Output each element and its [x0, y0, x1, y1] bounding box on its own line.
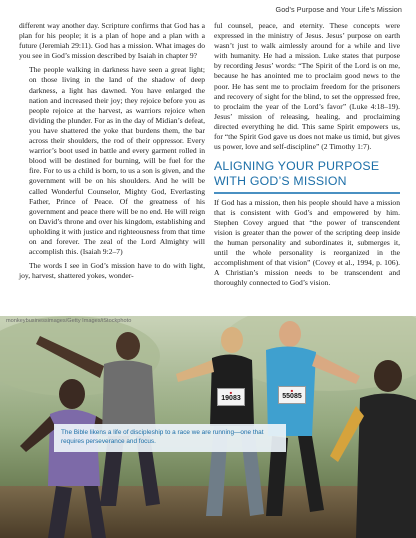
left-column [19, 21, 205, 281]
race-bib-second: ■ 55085 [278, 386, 306, 404]
right-intro-paragraph: ful counsel, peace, and eternity. These concepts were expressed in the ministry of Jesus. Jesus’ purpose on earth wasn’t just to walk aimlessly around for a while and live with humanity. He had a mission. Luke states that purpose by recording Jesus’ words: “The Spirit of the Lord is on me, because he has anointed me to proclaim good news to the poor. He has sent me to proclaim freedom for the prisoners and recovery of sight for the blind, to set the oppressed free, to proclaim the year of the Lord’s favor” (Luke 4:18–19). Jesus’ mission of releasing, healing, and proclaiming directed everything he did. This same Spirit empowers us, for “the Spirit God gave us does not make us timid, but gives us power, love and self-discipline” (2 Timothy 1:7). [214, 21, 400, 152]
right-body-paragraph: If God has a mission, then his people should have a mission that is consistent with God’s and empowered by him. Stephen Covey argued that “the power of transcendent vision is greater than the power of the scripting deep inside the human personality and subordinates it, submerges it, until the whole personality is reorganized in the accomplishment of that vision” (Covey et al., 1994, p. 106). A Christian’s mission needs to be transcendent and thoroughly connected to God’s vision. [214, 197, 400, 288]
section-heading [214, 159, 400, 189]
photo-credit: monkeybusinessimages/Getty Images/iStockphoto [6, 318, 132, 324]
running-title: God’s Purpose and Your Life’s Mission [275, 5, 402, 14]
left-intro-paragraph: different way another day. Scripture confirms that God has a plan for his people; it is a plan of hope and a plan with a future (Jeremiah 29:11). God has a mission. What images do you see in God’s mission described by Isaiah in chapter 9? [19, 21, 205, 61]
left-closing-paragraph: The words I see in God’s mission have to do with light, joy, harvest, shattered yokes, wonder- [19, 261, 205, 281]
section-heading-line-2: WITH GOD’S MISSION [214, 174, 347, 189]
isaiah-quote: The people walking in darkness have seen a great light; on those living in the land of the shadow of deep darkness, a light has dawned. You have enlarged the nation and increased their joy; they rejoice before you as people rejoice at the harvest, as warriors rejoice when dividing the plunder. For as in the day of Midian’s defeat, you have shattered the yoke that burdens them, the bar across their shoulders, the rod of their oppressor. Every warrior’s boot used in battle and every garment rolled in blood will be destined for burning, will be fuel for the fire. For to us a child is born, to us a son is given, and the government will be on his shoulders. And he will be called Wonderful Counselor, Mighty God, Everlasting Father, Prince of Peace. Of the greatness of his government and peace there will be no end. He will reign on David’s throne and over his kingdom, establishing and upholding it with justice and righteousness from that time on and forever. The zeal of the Lord Almighty will accomplish this. (Isaiah 9:2–7) [29, 65, 205, 257]
section-heading-line-1: ALIGNING YOUR PURPOSE [214, 159, 380, 174]
photo-caption: The Bible likens a life of discipleship to a race we are running—one that requires perseverance and focus. [54, 424, 286, 452]
right-column [214, 21, 400, 289]
section-rule [214, 192, 400, 194]
running-header [0, 0, 416, 18]
race-bib-first: ■ 19083 [217, 388, 245, 406]
